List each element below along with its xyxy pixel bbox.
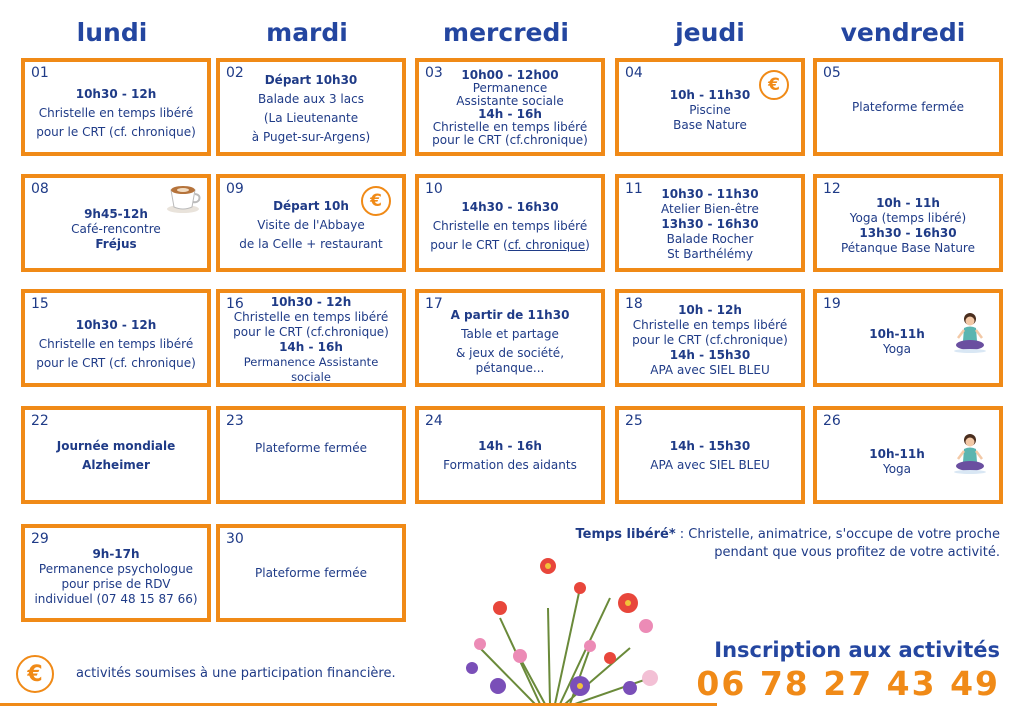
event-time: 10h30 - 11h30 [661, 186, 759, 201]
day-number: 12 [823, 181, 841, 197]
event-text: Christelle en temps libéré [38, 336, 194, 351]
day-number: 30 [226, 531, 244, 547]
event-text [430, 238, 590, 253]
event-text: (La Lieutenante [263, 111, 359, 125]
event-time: 13h30 - 16h30 [859, 226, 957, 240]
event-text: Piscine [689, 102, 731, 117]
calendar-day-17 [415, 289, 605, 387]
event-text: Christelle en temps libéré [233, 310, 389, 324]
event-text: Journée mondiale [56, 439, 176, 453]
calendar-day-02 [216, 58, 406, 156]
event-text: Christelle en temps libéré [632, 317, 788, 332]
calendar-day-15 [21, 289, 211, 387]
event-text: Christelle en temps libéré [432, 120, 588, 134]
calendar-day-24 [415, 406, 605, 504]
event-text: Yoga (temps libéré) [849, 211, 967, 225]
day-number: 18 [625, 296, 643, 312]
event-text: Christelle en temps libéré [432, 218, 588, 233]
calendar-day-30 [216, 524, 406, 622]
event-text: APA avec SIEL BLEU [650, 458, 770, 472]
legend-text: activités soumises à une participation financière. [76, 666, 396, 681]
day-number: 15 [31, 296, 49, 312]
event-text-part: pour le CRT ( [430, 237, 508, 252]
event-text: pour le CRT (cf. chronique) [36, 124, 196, 139]
event-time: Départ 10h [273, 198, 349, 213]
event-time: A partir de 11h30 [450, 308, 570, 322]
event-text: Table et partage [461, 327, 559, 341]
day-number: 29 [31, 531, 49, 547]
event-time: 10h - 12h [678, 302, 742, 317]
day-number: 23 [226, 413, 244, 429]
calendar-day-29 [21, 524, 211, 622]
phone-number[interactable]: 06 78 27 43 49 [696, 664, 1000, 703]
event-text: Yoga [882, 462, 912, 476]
event-time: 10h-11h [869, 447, 925, 461]
calendar-day-22 [21, 406, 211, 504]
day-header-lundi: lundi [76, 18, 148, 47]
day-header-vendredi: vendredi [840, 18, 966, 47]
event-time: 10h30 - 12h [75, 86, 157, 101]
calendar-day-12 [813, 174, 1003, 272]
event-text: Permanence psychologue [38, 562, 194, 576]
day-number: 09 [226, 181, 244, 197]
event-text: Base Nature [673, 117, 747, 132]
event-text: Yoga [882, 342, 912, 356]
euro-icon: € [361, 186, 391, 216]
day-number: 04 [625, 65, 643, 81]
day-header-mardi: mardi [266, 18, 348, 47]
event-time: 14h - 16h [279, 340, 343, 354]
temps-libere-label: Temps libéré* [575, 527, 676, 542]
event-text: Assistante sociale [456, 94, 564, 108]
calendar-day-18 [615, 289, 805, 387]
event-time: 14h - 16h [478, 439, 542, 453]
event-text: pour le CRT (cf.chronique) [632, 332, 788, 347]
event-text: Permanence [472, 81, 548, 95]
event-text: individuel (07 48 15 87 66) [34, 592, 198, 606]
event-time: 10h30 - 12h [75, 317, 157, 332]
euro-icon: € [759, 70, 789, 100]
day-header-mercredi: mercredi [443, 18, 569, 47]
day-number: 24 [425, 413, 443, 429]
day-number: 25 [625, 413, 643, 429]
event-text: pour le CRT (cf.chronique) [432, 133, 588, 147]
event-text: Plateforme fermée [255, 565, 367, 580]
event-time: 10h30 - 12h [270, 295, 352, 309]
event-time: 10h - 11h30 [669, 87, 751, 102]
event-time: 14h30 - 16h30 [461, 199, 559, 214]
event-text: Christelle en temps libéré [38, 105, 194, 120]
calendar-day-26 [813, 406, 1003, 504]
event-time: 9h45-12h [84, 206, 148, 221]
event-text: Café-rencontre [71, 221, 161, 236]
event-text: St Barthélémy [667, 246, 753, 261]
event-text: Plateforme fermée [852, 99, 964, 114]
day-number: 08 [31, 181, 49, 197]
event-text: Alzheimer [82, 458, 150, 472]
day-number: 19 [823, 296, 841, 312]
event-text-part: ) [585, 237, 590, 252]
temps-libere-text: : Christelle, animatrice, s'occupe de votre proche [675, 527, 1000, 542]
event-text: Visite de l'Abbaye [257, 217, 365, 232]
event-time: 14h - 15h30 [669, 347, 751, 362]
calendar-day-09 [216, 174, 406, 272]
event-time: 14h - 15h30 [669, 439, 751, 453]
calendar-day-01 [21, 58, 211, 156]
day-number: 16 [226, 296, 244, 312]
event-text: pour le CRT (cf. chronique) [36, 355, 196, 370]
day-number: 11 [625, 181, 643, 197]
event-text: pour le CRT (cf.chronique) [233, 325, 389, 339]
event-text: Balade aux 3 lacs [258, 92, 364, 106]
event-text: APA avec SIEL BLEU [650, 362, 770, 377]
calendar-day-19 [813, 289, 1003, 387]
day-number: 01 [31, 65, 49, 81]
calendar-day-10 [415, 174, 605, 272]
event-time: 14h - 16h [478, 107, 542, 121]
day-number: 17 [425, 296, 443, 312]
event-text: Permanence Assistante sociale [243, 355, 379, 384]
event-time: 10h - 11h [876, 196, 940, 210]
footer-divider [0, 703, 717, 706]
event-text: Plateforme fermée [255, 440, 367, 455]
day-number: 10 [425, 181, 443, 197]
event-text: Fréjus [95, 236, 137, 251]
event-time: 13h30 - 16h30 [661, 216, 759, 231]
calendar-day-25 [615, 406, 805, 504]
event-text: pour prise de RDV [61, 577, 171, 591]
event-time: 10h-11h [869, 327, 925, 341]
event-text: à Puget-sur-Argens) [251, 130, 371, 144]
event-time: 10h00 - 12h00 [461, 68, 559, 82]
calendar-day-16 [216, 289, 406, 387]
day-number: 26 [823, 413, 841, 429]
calendar-day-04 [615, 58, 805, 156]
event-text: Balade Rocher [666, 231, 754, 246]
chronique-link[interactable]: cf. chronique [507, 237, 586, 252]
day-number: 03 [425, 65, 443, 81]
event-time: Départ 10h30 [264, 73, 358, 87]
calendar-day-08 [21, 174, 211, 272]
euro-icon: € [16, 655, 54, 693]
day-number: 22 [31, 413, 49, 429]
calendar-day-23 [216, 406, 406, 504]
event-text: Formation des aidants [443, 458, 577, 472]
calendar-day-11 [615, 174, 805, 272]
event-text: Atelier Bien-être [661, 201, 759, 216]
event-time: 9h-17h [92, 547, 140, 561]
day-number: 02 [226, 65, 244, 81]
temps-libere-text: pendant que vous profitez de votre activité. [714, 545, 1000, 560]
inscription-title: Inscription aux activités [714, 638, 1000, 662]
day-header-jeudi: jeudi [675, 18, 745, 47]
event-text: & jeux de société, pétanque... [455, 346, 565, 375]
event-text: de la Celle + restaurant [239, 236, 383, 251]
day-number: 05 [823, 65, 841, 81]
calendar-day-05 [813, 58, 1003, 156]
calendar-day-03 [415, 58, 605, 156]
flowers-illustration [460, 548, 670, 708]
event-text: Pétanque Base Nature [840, 241, 975, 255]
